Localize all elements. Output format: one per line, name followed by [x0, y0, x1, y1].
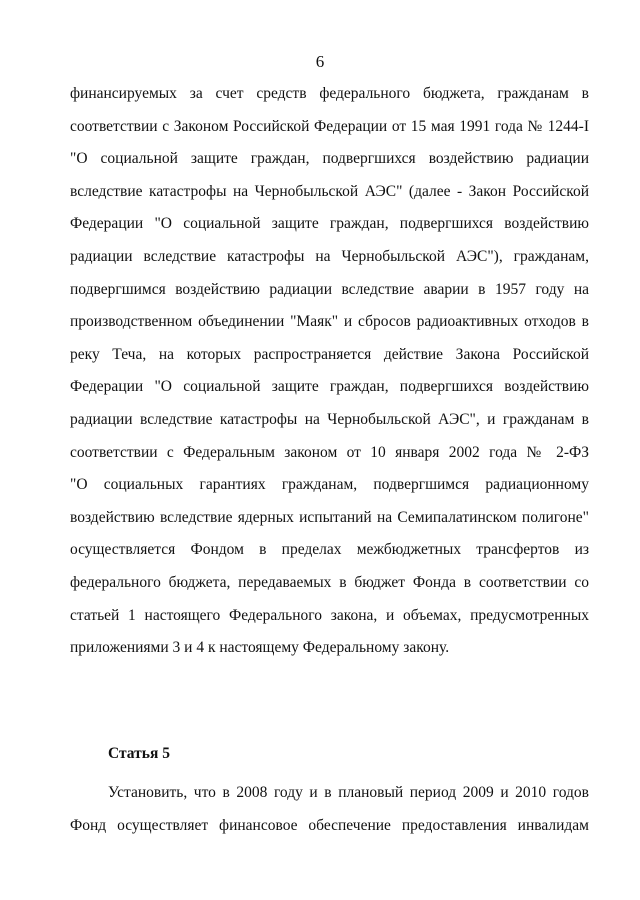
text-line: производственном объединении "Маяк" и сбросов радиоактивных отходов в — [70, 313, 589, 331]
paragraph-2 — [70, 783, 589, 848]
text-line: Федерации "О социальной защите граждан, подвергшихся воздействию — [70, 215, 589, 233]
text-line: радиации вследствие катастрофы на Чернобыльской АЭС", и гражданам в — [70, 410, 589, 428]
text-line: радиации вследствие катастрофы на Чернобыльской АЭС"), гражданам, — [70, 247, 589, 265]
text-line: подвергшимся воздействию радиации вследствие аварии в 1957 году на — [70, 280, 589, 298]
text-line: соответствии с Федеральным законом от 10 января 2002 года № 2-ФЗ — [70, 443, 589, 461]
text-line: статьей 1 настоящего Федерального закона, и объемах, предусмотренных — [70, 606, 589, 624]
page-number: 6 — [315, 52, 325, 71]
text-line: соответствии с Законом Российской Федерации от 15 мая 1991 года № 1244-I — [70, 117, 589, 135]
text-line: воздействию вследствие ядерных испытаний на Семипалатинском полигоне" — [70, 508, 589, 526]
text-line: "О социальных гарантиях гражданам, подвергшимся радиационному — [70, 476, 589, 494]
text-line: Установить, что в 2008 году и в плановый период 2009 и 2010 годов — [108, 784, 589, 801]
text-line: Федерации "О социальной защите граждан, подвергшихся воздействию — [70, 378, 589, 396]
text-line: осуществляется Фондом в пределах межбюджетных трансфертов из — [70, 541, 589, 559]
paragraph-1 — [70, 84, 589, 671]
text-line: вследствие катастрофы на Чернобыльской АЭС" (далее - Закон Российской — [70, 182, 589, 200]
text-line: Фонд осуществляет финансовое обеспечение предоставления инвалидам — [70, 816, 589, 834]
text-line: реку Теча, на которых распространяется действие Закона Российской — [70, 345, 589, 363]
text-line: "О социальной защите граждан, подвергшихся воздействию радиации — [70, 150, 589, 168]
text-line: финансируемых за счет средств федерального бюджета, гражданам в — [70, 85, 589, 102]
text-line: приложениями 3 и 4 к настоящему Федеральному закону. — [70, 639, 450, 657]
article-heading: Статья 5 — [108, 745, 170, 762]
text-line: федерального бюджета, передаваемых в бюджет Фонда в соответствии со — [70, 573, 589, 591]
